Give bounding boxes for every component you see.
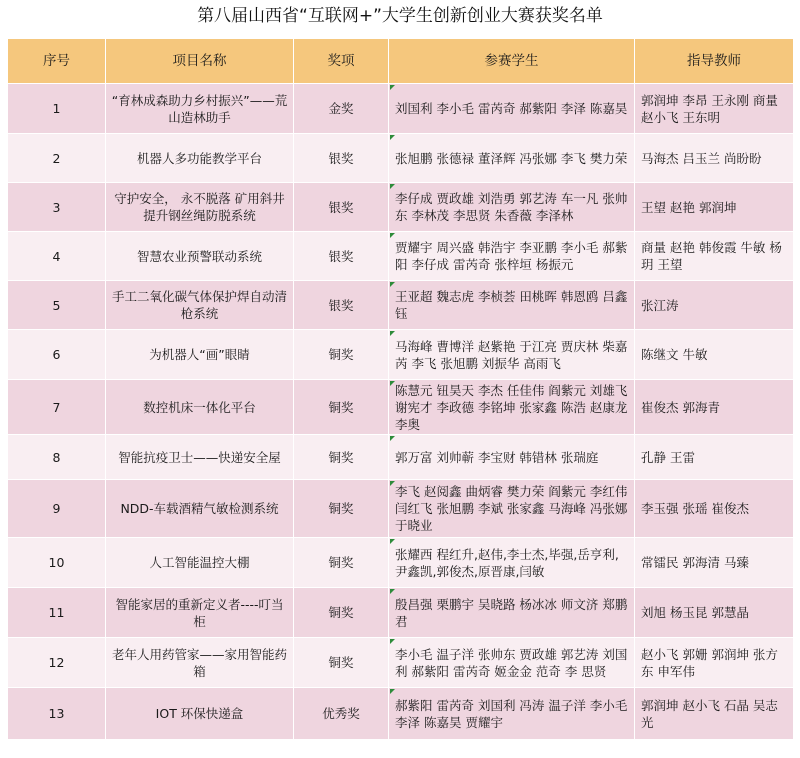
cell-project: IOT 环保快递盒 xyxy=(106,688,294,740)
header-project: 项目名称 xyxy=(106,39,294,84)
table-row xyxy=(8,638,794,688)
table-row xyxy=(8,330,794,380)
cell-award: 铜奖 xyxy=(294,588,389,638)
cell-project: 人工智能温控大棚 xyxy=(106,538,294,588)
table-row xyxy=(8,232,794,281)
cell-students: 殷昌强 栗鹏宇 吴晓路 杨冰冰 师文济 郑鹏君 xyxy=(389,588,635,638)
cell-award: 铜奖 xyxy=(294,435,389,480)
cell-index: 7 xyxy=(8,380,106,435)
cell-project: 手工二氧化碳气体保护焊自动清枪系统 xyxy=(106,281,294,330)
cell-students: 张旭鹏 张德禄 董泽辉 冯张娜 李飞 樊力荣 xyxy=(389,134,635,183)
cell-students: 马海峰 曹博洋 赵紫艳 于江亮 贾庆林 柴嘉芮 李飞 张旭鹏 刘振华 高雨飞 xyxy=(389,330,635,380)
cell-index: 12 xyxy=(8,638,106,688)
cell-index: 13 xyxy=(8,688,106,740)
cell-project: 数控机床一体化平台 xyxy=(106,380,294,435)
cell-award: 铜奖 xyxy=(294,380,389,435)
cell-index: 6 xyxy=(8,330,106,380)
cell-teachers: 刘旭 杨玉昆 郭慧晶 xyxy=(635,588,794,638)
table-row xyxy=(8,380,794,435)
cell-teachers: 崔俊杰 郭海青 xyxy=(635,380,794,435)
cell-project: 智能抗疫卫士——快递安全屋 xyxy=(106,435,294,480)
cell-students: 郝紫阳 雷芮奇 刘国利 冯涛 温子洋 李小毛 李泽 陈嘉昊 贾耀宇 xyxy=(389,688,635,740)
cell-award: 铜奖 xyxy=(294,638,389,688)
cell-index: 4 xyxy=(8,232,106,281)
cell-teachers: 赵小飞 郭姗 郭润坤 张方东 申军伟 xyxy=(635,638,794,688)
cell-index: 9 xyxy=(8,480,106,538)
table-row xyxy=(8,183,794,232)
cell-teachers: 张江涛 xyxy=(635,281,794,330)
header-award: 奖项 xyxy=(294,39,389,84)
cell-index: 11 xyxy=(8,588,106,638)
cell-project: NDD-车载酒精气敏检测系统 xyxy=(106,480,294,538)
cell-project: “育林成森助力乡村振兴”——荒山造林助手 xyxy=(106,84,294,134)
cell-teachers: 商量 赵艳 韩俊霞 牛敏 杨玥 王望 xyxy=(635,232,794,281)
cell-project: 为机器人“画”眼睛 xyxy=(106,330,294,380)
cell-award: 银奖 xyxy=(294,232,389,281)
cell-teachers: 马海杰 吕玉兰 尚盼盼 xyxy=(635,134,794,183)
cell-teachers: 王望 赵艳 郭润坤 xyxy=(635,183,794,232)
award-list-table xyxy=(7,38,794,740)
table-row xyxy=(8,538,794,588)
cell-project: 守护安全， 永不脱落 矿用斜井提升钢丝绳防脱系统 xyxy=(106,183,294,232)
cell-students: 李仔成 贾政雄 刘浩勇 郭艺涛 车一凡 张帅东 李林茂 李思贤 朱香薇 李泽林 xyxy=(389,183,635,232)
cell-index: 1 xyxy=(8,84,106,134)
header-index: 序号 xyxy=(8,39,106,84)
cell-teachers: 常镭民 郭海清 马臻 xyxy=(635,538,794,588)
header-teachers: 指导教师 xyxy=(635,39,794,84)
table-row xyxy=(8,480,794,538)
cell-students: 李飞 赵阅鑫 曲炳睿 樊力荣 阎紫元 李红伟 闫红飞 张旭鹏 李斌 张家鑫 马海峰 冯张娜 于晓业 xyxy=(389,480,635,538)
cell-students: 刘国利 李小毛 雷芮奇 郝紫阳 李泽 陈嘉昊 xyxy=(389,84,635,134)
cell-students: 陈慧元 钮昊天 李杰 任佳伟 阎紫元 刘雄飞 谢宪才 李政德 李铭坤 张家鑫 陈浩 赵康龙 李奥 xyxy=(389,380,635,435)
table-row xyxy=(8,281,794,330)
cell-teachers: 郭润坤 赵小飞 石晶 吴志光 xyxy=(635,688,794,740)
table-row xyxy=(8,84,794,134)
cell-students: 王亚超 魏志虎 李桢荟 田桃晖 韩恩鸥 吕鑫钰 xyxy=(389,281,635,330)
table-row xyxy=(8,435,794,480)
cell-index: 5 xyxy=(8,281,106,330)
cell-students: 李小毛 温子洋 张帅东 贾政雄 郭艺涛 刘国利 郝紫阳 雷芮奇 姬金金 范奇 李 思贤 xyxy=(389,638,635,688)
cell-students: 郭万富 刘帅蕲 李宝财 韩错林 张瑞庭 xyxy=(389,435,635,480)
table-row xyxy=(8,588,794,638)
cell-award: 金奖 xyxy=(294,84,389,134)
cell-students: 贾耀宇 周兴盛 韩浩宇 李亚鹏 李小毛 郝紫阳 李仔成 雷芮奇 张梓垣 杨振元 xyxy=(389,232,635,281)
cell-award: 铜奖 xyxy=(294,538,389,588)
cell-award: 优秀奖 xyxy=(294,688,389,740)
cell-award: 铜奖 xyxy=(294,480,389,538)
header-students: 参赛学生 xyxy=(389,39,635,84)
table-row xyxy=(8,688,794,740)
cell-index: 2 xyxy=(8,134,106,183)
page-title: 第八届山西省“互联网+”大学生创新创业大赛获奖名单 xyxy=(197,6,603,26)
cell-project: 机器人多功能教学平台 xyxy=(106,134,294,183)
cell-index: 10 xyxy=(8,538,106,588)
cell-teachers: 郭润坤 李昂 王永刚 商量 赵小飞 王东明 xyxy=(635,84,794,134)
cell-index: 3 xyxy=(8,183,106,232)
cell-project: 智慧农业预警联动系统 xyxy=(106,232,294,281)
cell-award: 银奖 xyxy=(294,281,389,330)
cell-project: 智能家居的重新定义者----叮当 柜 xyxy=(106,588,294,638)
table-row xyxy=(8,134,794,183)
cell-teachers: 陈继文 牛敏 xyxy=(635,330,794,380)
cell-index: 8 xyxy=(8,435,106,480)
cell-teachers: 孔静 王雷 xyxy=(635,435,794,480)
cell-teachers: 李玉强 张瑶 崔俊杰 xyxy=(635,480,794,538)
cell-students: 张耀西 程红升,赵伟,李士杰,毕强,岳亨利,尹鑫凯,郭俊杰,原晋康,闫敏 xyxy=(389,538,635,588)
cell-award: 银奖 xyxy=(294,134,389,183)
cell-project: 老年人用药管家——家用智能药 箱 xyxy=(106,638,294,688)
cell-award: 银奖 xyxy=(294,183,389,232)
cell-award: 铜奖 xyxy=(294,330,389,380)
table-header-row xyxy=(8,39,794,84)
